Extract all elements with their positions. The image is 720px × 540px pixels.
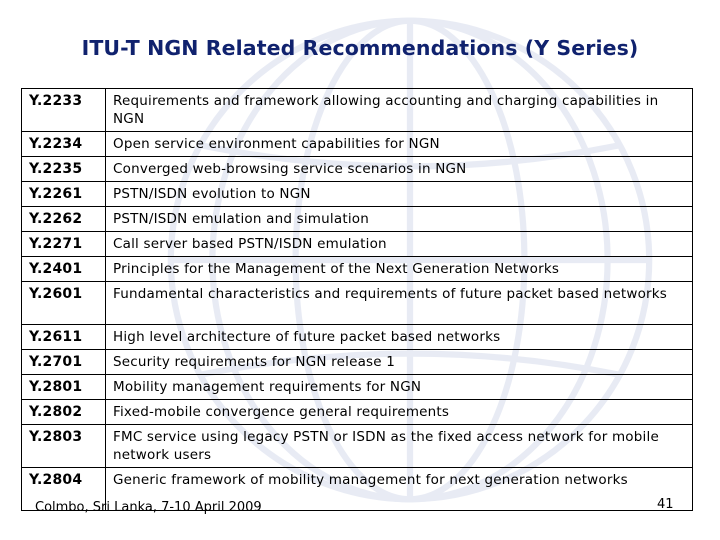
rec-code: Y.2801 bbox=[22, 375, 106, 400]
rec-description: Requirements and framework allowing accounting and charging capabilities in NGN bbox=[106, 89, 693, 132]
rec-code: Y.2271 bbox=[22, 232, 106, 257]
table-row bbox=[22, 400, 693, 425]
slide-title: ITU-T NGN Related Recommendations (Y Series) bbox=[81, 36, 639, 60]
table-row bbox=[22, 257, 693, 282]
rec-description: Security requirements for NGN release 1 bbox=[106, 350, 693, 375]
rec-description: Open service environment capabilities for NGN bbox=[106, 132, 693, 157]
rec-description: Mobility management requirements for NGN bbox=[106, 375, 693, 400]
rec-description: Generic framework of mobility management for next generation networks bbox=[106, 468, 693, 511]
table-row bbox=[22, 157, 693, 182]
rec-code: Y.2803 bbox=[22, 425, 106, 468]
rec-description: Principles for the Management of the Next Generation Networks bbox=[106, 257, 693, 282]
rec-description: FMC service using legacy PSTN or ISDN as the fixed access network for mobile network users bbox=[106, 425, 693, 468]
table-row bbox=[22, 182, 693, 207]
table-row bbox=[22, 425, 693, 468]
rec-code: Y.2235 bbox=[22, 157, 106, 182]
table-row bbox=[22, 232, 693, 257]
rec-code: Y.2261 bbox=[22, 182, 106, 207]
recommendations-table bbox=[21, 88, 693, 511]
rec-code: Y.2262 bbox=[22, 207, 106, 232]
rec-code: Y.2802 bbox=[22, 400, 106, 425]
rec-description: High level architecture of future packet based networks bbox=[106, 325, 693, 350]
page-number: 41 bbox=[657, 497, 674, 512]
rec-code: Y.2601 bbox=[22, 282, 106, 325]
rec-code: Y.2701 bbox=[22, 350, 106, 375]
footer-location: Colmbo, Sri Lanka, 7-10 April 2009 bbox=[35, 500, 262, 515]
rec-code: Y.2233 bbox=[22, 89, 106, 132]
table-row bbox=[22, 350, 693, 375]
table-row bbox=[22, 375, 693, 400]
rec-description: Converged web-browsing service scenarios in NGN bbox=[106, 157, 693, 182]
rec-description: Call server based PSTN/ISDN emulation bbox=[106, 232, 693, 257]
rec-description: Fixed-mobile convergence general requirements bbox=[106, 400, 693, 425]
rec-description: Fundamental characteristics and requirements of future packet based networks bbox=[106, 282, 693, 325]
rec-code: Y.2401 bbox=[22, 257, 106, 282]
table-row bbox=[22, 282, 693, 325]
table-row bbox=[22, 132, 693, 157]
rec-code: Y.2804 bbox=[22, 468, 106, 511]
table-row bbox=[22, 89, 693, 132]
rec-description: PSTN/ISDN evolution to NGN bbox=[106, 182, 693, 207]
table-row bbox=[22, 207, 693, 232]
rec-description: PSTN/ISDN emulation and simulation bbox=[106, 207, 693, 232]
rec-code: Y.2611 bbox=[22, 325, 106, 350]
rec-code: Y.2234 bbox=[22, 132, 106, 157]
table-row bbox=[22, 325, 693, 350]
